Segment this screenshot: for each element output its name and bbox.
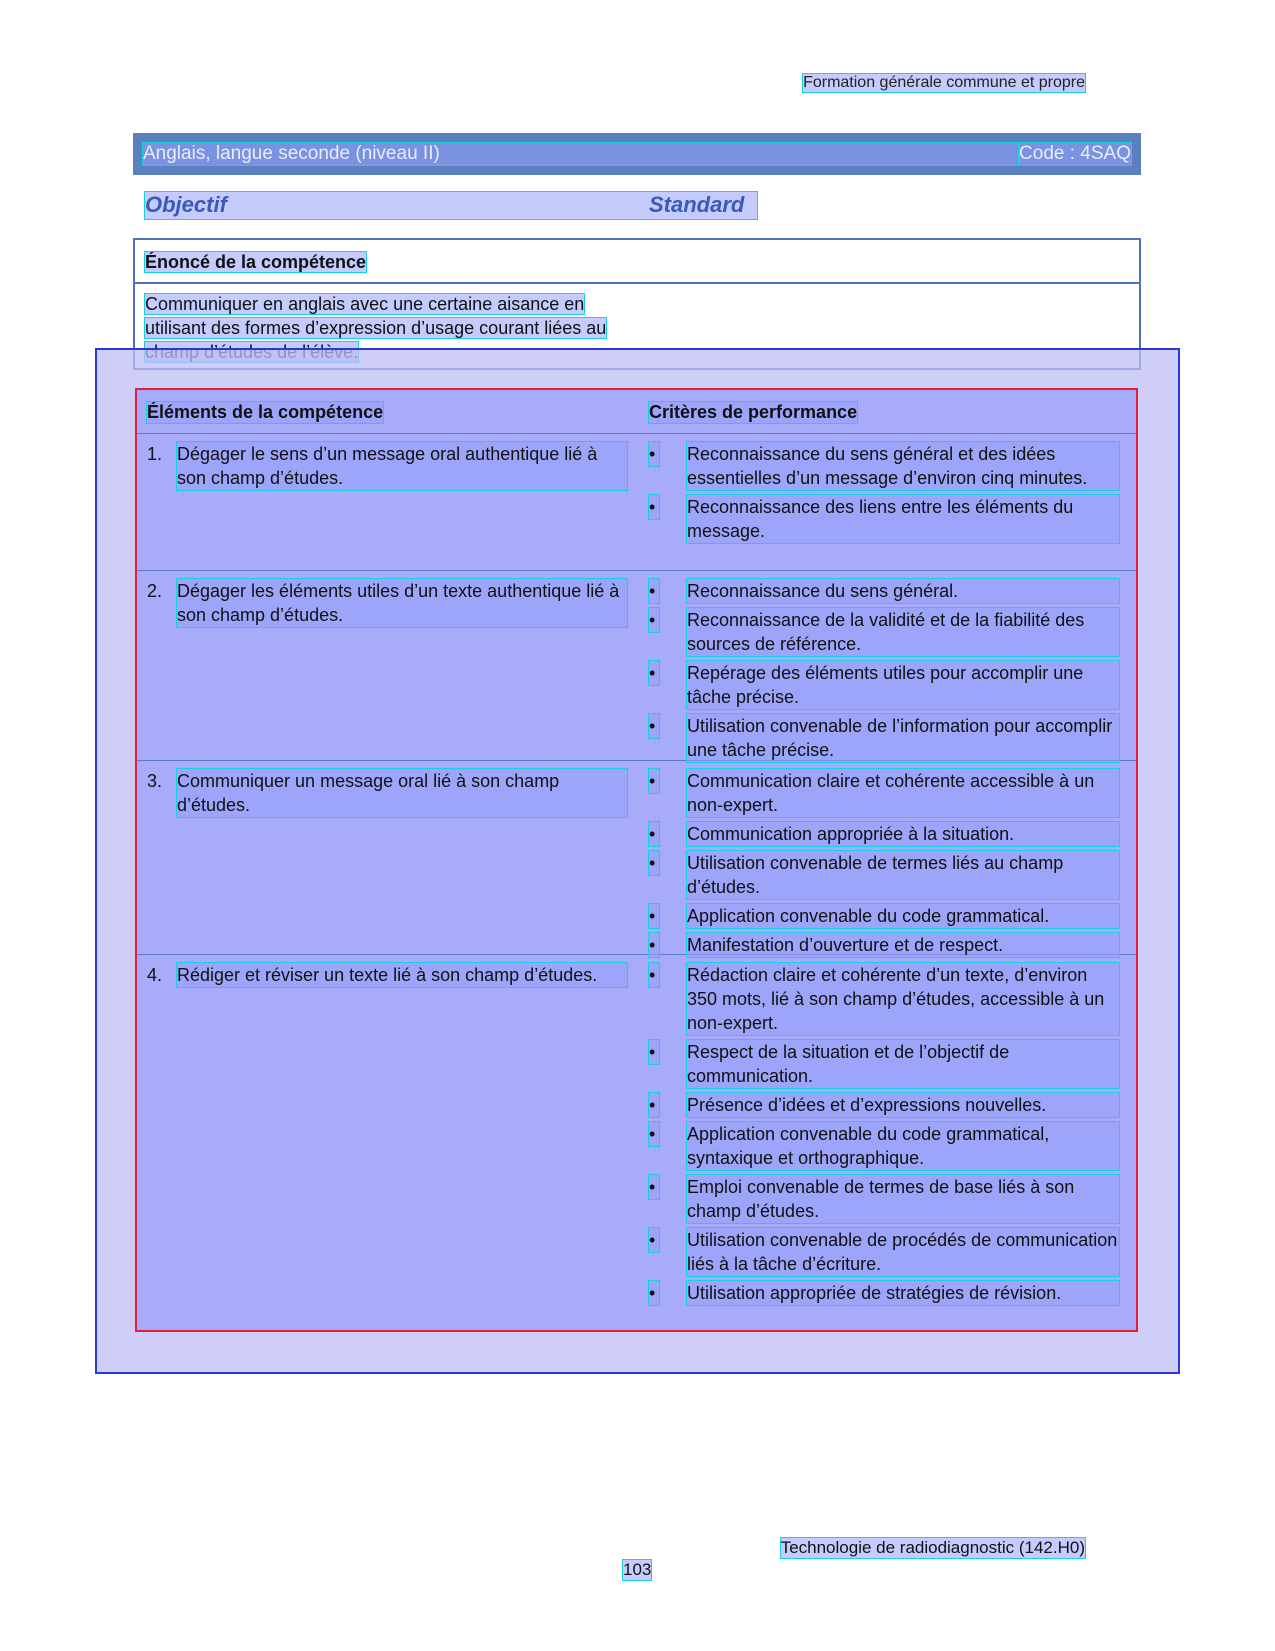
criterion-text: Reconnaissance du sens général. <box>687 579 1119 603</box>
subject-banner <box>133 133 1141 175</box>
element-text: Dégager les éléments utiles d’un texte authentique lié à son champ d’études. <box>177 579 627 627</box>
criterion-text: Rédaction claire et cohérente d’un texte, d’environ 350 mots, lié à son champ d’études, accessible à un non-expert. <box>687 963 1119 1035</box>
criterion-item <box>649 1122 1119 1170</box>
bullet-icon: • <box>649 442 659 466</box>
competence-element <box>147 769 627 817</box>
bullet-icon: • <box>649 1093 659 1117</box>
bullet-icon: • <box>649 661 659 685</box>
criterion-text: Application convenable du code grammatical, syntaxique et orthographique. <box>687 1122 1119 1170</box>
element-text: Dégager le sens d’un message oral authentique lié à son champ d’études. <box>177 442 627 490</box>
criteria-list <box>649 769 1119 962</box>
bullet-icon: • <box>649 851 659 875</box>
criterion-text: Utilisation convenable de procédés de communication liés à la tâche d’écriture. <box>687 1230 1118 1274</box>
subject-code: Code : 4SAQ <box>1019 143 1131 164</box>
criterion-item <box>649 769 1119 817</box>
criterion-item <box>649 822 1119 846</box>
bullet-icon: • <box>649 769 659 793</box>
table-row <box>137 955 1136 1329</box>
competence-element <box>147 963 627 987</box>
criterion-text: Respect de la situation et de l’objectif de communication. <box>687 1040 1119 1088</box>
criterion-item <box>649 442 1119 490</box>
criterion-item <box>649 495 1119 543</box>
criterion-text: Utilisation appropriée de stratégies de révision. <box>687 1281 1119 1305</box>
competence-statement-title <box>135 240 1139 284</box>
criterion-item <box>649 851 1119 899</box>
element-number: 3. <box>147 771 163 791</box>
criterion-item <box>649 904 1119 928</box>
criterion-text: Emploi convenable de termes de base liés à son champ d’études. <box>687 1175 1119 1223</box>
bullet-icon: • <box>649 1122 659 1146</box>
competence-table <box>135 388 1138 1332</box>
competence-statement-title-text: Énoncé de la compétence <box>145 252 367 272</box>
competence-element <box>147 442 627 490</box>
criterion-item <box>649 608 1119 656</box>
criterion-item <box>649 1228 1119 1276</box>
criterion-item <box>649 579 1119 603</box>
criterion-item <box>649 1040 1119 1088</box>
table-body <box>137 434 1136 1329</box>
objectif-label: Objectif <box>145 192 227 217</box>
criterion-text: Reconnaissance du sens général et des idées essentielles d’un message d’environ cinq minutes. <box>687 442 1119 490</box>
table-row <box>137 434 1136 571</box>
criterion-text: Reconnaissance des liens entre les éléments du message. <box>687 495 1119 543</box>
bullet-icon: • <box>649 933 659 957</box>
bullet-icon: • <box>649 608 659 632</box>
subject-name: Anglais, langue seconde (niveau II) <box>143 143 1019 165</box>
element-number: 2. <box>147 581 163 601</box>
criteria-list <box>649 963 1119 1310</box>
bullet-icon: • <box>649 1228 659 1252</box>
criterion-text: Présence d’idées et d’expressions nouvelles. <box>687 1093 1119 1117</box>
table-row <box>137 761 1136 955</box>
criterion-item <box>649 1093 1119 1117</box>
criterion-text: Manifestation d’ouverture et de respect. <box>687 933 1119 957</box>
running-title: Formation générale commune et propre <box>803 74 1085 91</box>
element-text: Rédiger et réviser un texte lié à son champ d’études. <box>177 963 627 987</box>
criterion-item <box>649 933 1119 957</box>
objective-standard-row <box>145 192 757 219</box>
competence-element <box>147 579 627 627</box>
criterion-item <box>649 1281 1119 1305</box>
column-header-criteria: Critères de performance <box>649 402 858 422</box>
bullet-icon: • <box>649 904 659 928</box>
criterion-text: Utilisation convenable de termes liés au champ d’études. <box>687 851 1119 899</box>
criterion-text: Application convenable du code grammatical. <box>687 904 1119 928</box>
competence-statement-text-content: Communiquer en anglais avec une certaine aisance en utilisant des formes d’expression d’usage courant liées au <box>145 294 606 362</box>
table-row <box>137 571 1136 761</box>
criterion-item <box>649 1175 1119 1223</box>
criterion-text: Reconnaissance de la validité et de la fiabilité des sources de référence. <box>687 608 1119 656</box>
criterion-text: Utilisation convenable de l’information pour accomplir une tâche précise. <box>687 714 1119 762</box>
criterion-text: Communication claire et cohérente accessible à un non-expert. <box>687 769 1119 817</box>
criteria-list <box>649 442 1119 548</box>
bullet-icon: • <box>649 963 659 987</box>
bullet-icon: • <box>649 495 659 519</box>
criterion-text: Repérage des éléments utiles pour accomplir une tâche précise. <box>687 661 1119 709</box>
table-header <box>137 390 1136 434</box>
bullet-icon: • <box>649 1175 659 1199</box>
column-header-elements: Éléments de la compétence <box>147 402 384 422</box>
bullet-icon: • <box>649 822 659 846</box>
element-text: Communiquer un message oral lié à son champ d’études. <box>177 769 627 817</box>
bullet-icon: • <box>649 579 659 603</box>
element-number: 4. <box>147 965 163 985</box>
bullet-icon: • <box>649 714 659 738</box>
criterion-item <box>649 963 1119 1035</box>
page-number: 103 <box>623 1560 652 1579</box>
criteria-list <box>649 579 1119 767</box>
element-number: 1. <box>147 444 163 464</box>
bullet-icon: • <box>649 1040 659 1064</box>
bullet-icon: • <box>649 1281 659 1305</box>
program-name: Technologie de radiodiagnostic (142.H0) <box>780 1538 1085 1557</box>
criterion-item <box>649 714 1119 762</box>
criterion-text: Communication appropriée à la situation. <box>687 822 1119 846</box>
criterion-item <box>649 661 1119 709</box>
standard-label: Standard <box>649 192 745 217</box>
